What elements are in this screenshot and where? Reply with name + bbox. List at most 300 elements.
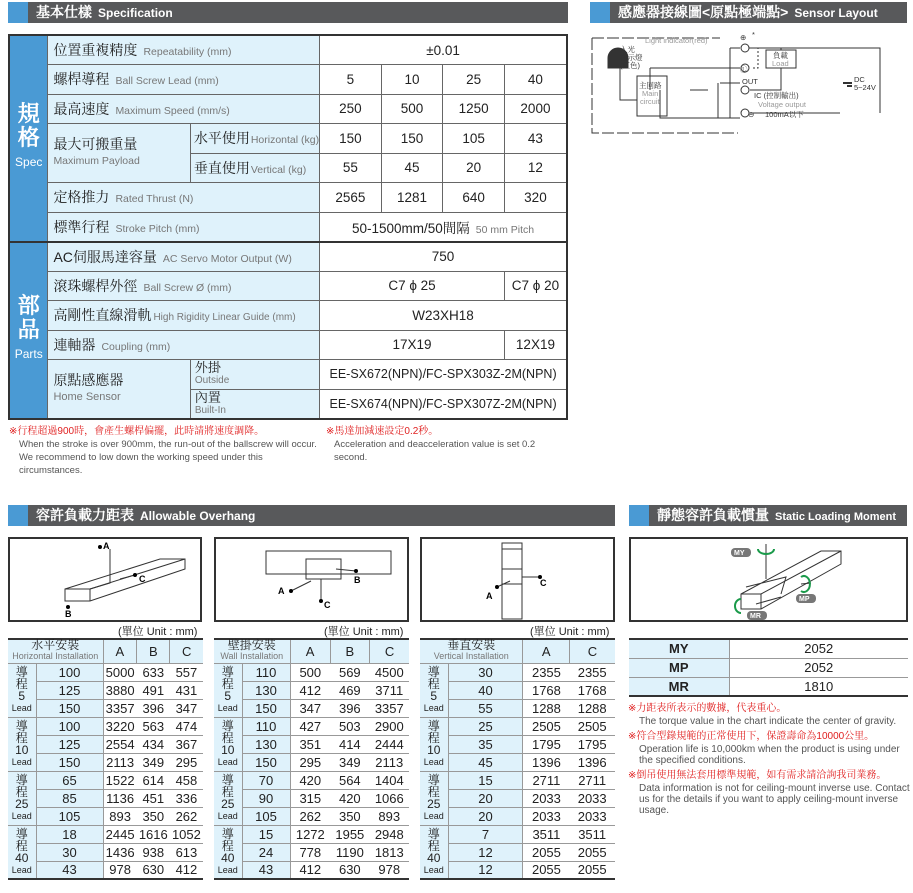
installation-header: 壁掛安裝 Wall Installation	[214, 639, 290, 663]
stroke-value: 50-1500mm/50間隔 50 mm Pitch	[320, 212, 567, 242]
moment-value: 2052	[729, 658, 908, 677]
table-row	[420, 735, 615, 753]
value-cell: 2505	[523, 717, 569, 735]
table-row	[420, 699, 615, 717]
load-cell: 43	[242, 861, 290, 879]
table-row	[214, 699, 409, 717]
svg-text:MR: MR	[750, 613, 761, 620]
value-cell: 349	[137, 753, 170, 771]
svg-text:100mA以下: 100mA以下	[765, 110, 804, 119]
column-header: C	[370, 639, 409, 663]
load-cell: 90	[242, 789, 290, 807]
load-cell: 55	[448, 699, 523, 717]
vertical-install-diagram	[420, 537, 615, 622]
unit-label: (單位 Unit : mm)	[530, 626, 610, 638]
table-row	[8, 699, 203, 717]
moment-row	[629, 639, 908, 658]
value-cell: 614	[137, 771, 170, 789]
column-header: B	[137, 639, 170, 663]
load-cell: 130	[242, 681, 290, 699]
svg-text:Voltage output: Voltage output	[758, 100, 806, 109]
value-cell: 3711	[370, 681, 409, 699]
table-row	[214, 789, 409, 807]
value-cell: 262	[170, 807, 203, 825]
table-row	[8, 663, 203, 681]
lead-value: 25	[443, 65, 505, 95]
column-header: A	[523, 639, 569, 663]
thrust-value: 640	[443, 183, 505, 213]
static-note: ※符合型錄規範的正常使用下，保證壽命為10000公里。 Operation life is 10,000km when the product is using under the specified conditions.	[628, 731, 900, 766]
table-row	[8, 735, 203, 753]
value-cell: 295	[170, 753, 203, 771]
installation-header: 垂直安裝 Vertical Installation	[420, 639, 523, 663]
header-row	[420, 639, 615, 663]
svg-text:Ⓛ: Ⓛ	[740, 65, 748, 74]
spec-note-accel: ※馬達加減速設定0.2秒。 Acceleration and deacceleration value is set 0.2 second.	[326, 426, 536, 463]
table-row	[420, 753, 615, 771]
payload-v-value: 45	[381, 153, 443, 183]
spec-note-stroke: ※行程超過900時，會產生螺桿偏擺，此時請將速度調降。 When the stroke is over 900mm, the run-out of the ballscrew will occur. We recommend to low down the working speed under this circumstances.	[9, 426, 317, 476]
load-cell: 30	[448, 663, 523, 681]
value-cell: 3357	[370, 699, 409, 717]
load-cell: 43	[36, 861, 103, 879]
coupling-value: 12X19	[504, 330, 567, 360]
lead-group-label: 導 程 25 Lead	[214, 771, 242, 825]
load-cell: 12	[448, 861, 523, 879]
table-row	[8, 825, 203, 843]
load-cell: 25	[448, 717, 523, 735]
load-cell: 110	[242, 663, 290, 681]
column-header: C	[569, 639, 615, 663]
repeatability-value: ±0.01	[320, 35, 567, 65]
load-cell: 24	[242, 843, 290, 861]
value-cell: 563	[137, 717, 170, 735]
value-cell: 2445	[103, 825, 137, 843]
load-cell: 105	[36, 807, 103, 825]
guide-value: W23XH18	[320, 301, 567, 331]
svg-text:B: B	[354, 575, 361, 585]
value-cell: 1955	[330, 825, 369, 843]
table-row	[214, 825, 409, 843]
coupling-value: 17X19	[320, 330, 505, 360]
spec-side-label: 規 格 Spec	[9, 35, 48, 242]
unit-label: (單位 Unit : mm)	[118, 626, 198, 638]
value-cell: 350	[137, 807, 170, 825]
speed-value: 2000	[504, 94, 567, 124]
value-cell: 336	[170, 789, 203, 807]
horizontal-overhang-table	[8, 638, 203, 880]
load-cell: 20	[448, 807, 523, 825]
table-row	[420, 861, 615, 879]
value-cell: 2711	[569, 771, 615, 789]
value-cell: 474	[170, 717, 203, 735]
value-cell: 1190	[330, 843, 369, 861]
payload-h-value: 150	[381, 124, 443, 154]
moment-row	[629, 677, 908, 696]
value-cell: 1616	[137, 825, 170, 843]
stroke-label: 標準行程 Stroke Pitch (mm)	[48, 212, 320, 242]
table-row	[8, 753, 203, 771]
svg-text:Load: Load	[772, 59, 789, 68]
value-cell: 2444	[370, 735, 409, 753]
load-cell: 35	[448, 735, 523, 753]
value-cell: 347	[290, 699, 330, 717]
load-cell: 12	[448, 843, 523, 861]
value-cell: 451	[137, 789, 170, 807]
sensor-header: 感應器接線圖<原點極端點> Sensor Layout	[590, 2, 907, 23]
value-cell: 564	[330, 771, 369, 789]
value-cell: 1288	[569, 699, 615, 717]
speed-value: 500	[381, 94, 443, 124]
value-cell: 633	[137, 663, 170, 681]
table-row	[8, 843, 203, 861]
value-cell: 2113	[103, 753, 137, 771]
home-builtin-label: 內置 Built-In	[190, 389, 319, 419]
speed-value: 250	[320, 94, 382, 124]
thrust-value: 320	[504, 183, 567, 213]
value-cell: 630	[137, 861, 170, 879]
value-cell: 420	[330, 789, 369, 807]
value-cell: 778	[290, 843, 330, 861]
value-cell: 412	[290, 861, 330, 879]
load-cell: 130	[242, 735, 290, 753]
unit-label: (單位 Unit : mm)	[324, 626, 404, 638]
table-row	[420, 843, 615, 861]
table-row	[8, 717, 203, 735]
column-header: B	[330, 639, 369, 663]
moment-key: MP	[629, 658, 729, 677]
value-cell: 2033	[569, 789, 615, 807]
value-cell: 2900	[370, 717, 409, 735]
home-builtin-value: EE-SX674(NPN)/FC-SPX307Z-2M(NPN)	[320, 389, 567, 419]
value-cell: 3220	[103, 717, 137, 735]
value-cell: 1768	[569, 681, 615, 699]
svg-text:C: C	[540, 578, 547, 588]
wall-overhang-table	[214, 638, 409, 880]
table-row	[214, 681, 409, 699]
lead-label: 螺桿導程 Ball Screw Lead (mm)	[48, 65, 320, 95]
value-cell: 295	[290, 753, 330, 771]
column-header: A	[103, 639, 137, 663]
svg-text:主回路: 主回路	[639, 81, 662, 90]
svg-text:5~24V: 5~24V	[854, 83, 876, 92]
value-cell: 420	[290, 771, 330, 789]
value-cell: 1136	[103, 789, 137, 807]
svg-text:MY: MY	[734, 550, 745, 557]
load-cell: 85	[36, 789, 103, 807]
moment-value: 2052	[729, 639, 908, 658]
vertical-overhang-table	[420, 638, 615, 880]
load-cell: 65	[36, 771, 103, 789]
lead-group-label: 導 程 40 Lead	[420, 825, 448, 879]
svg-text:⊕: ⊕	[740, 33, 747, 42]
value-cell: 2033	[569, 807, 615, 825]
value-cell: 2554	[103, 735, 137, 753]
value-cell: 1066	[370, 789, 409, 807]
table-row	[214, 717, 409, 735]
svg-text:負載: 負載	[773, 51, 788, 60]
svg-text:C: C	[324, 600, 331, 610]
moment-row	[629, 658, 908, 677]
lead-group-label: 導 程 5 Lead	[214, 663, 242, 717]
motor-label: AC伺服馬達容量 AC Servo Motor Output (W)	[48, 242, 320, 272]
table-row	[420, 807, 615, 825]
spec-table	[8, 34, 568, 420]
svg-text:C: C	[139, 574, 146, 584]
table-row	[214, 663, 409, 681]
static-note: ※倒吊使用無法套用標準規範，如有需求請洽詢我司業務。 Data information is not for ceiling-mount inverse use. Contact us for the details if you want to apply ceiling-mount inverse usage.	[628, 770, 910, 816]
value-cell: 351	[290, 735, 330, 753]
sensor-wiring-diagram	[590, 28, 890, 138]
header-row	[8, 639, 203, 663]
payload-horizontal-label: 水平使用Horizontal (kg)	[190, 124, 319, 154]
value-cell: 2033	[523, 789, 569, 807]
value-cell: 613	[170, 843, 203, 861]
value-cell: 1396	[523, 753, 569, 771]
thrust-value: 1281	[381, 183, 443, 213]
value-cell: 427	[290, 717, 330, 735]
value-cell: 3511	[523, 825, 569, 843]
table-row	[8, 681, 203, 699]
spec-header-en: Specification	[98, 6, 173, 20]
payload-label: 最大可搬重量 Maximum Payload	[48, 124, 190, 183]
value-cell: 412	[290, 681, 330, 699]
value-cell: 396	[137, 699, 170, 717]
payload-h-value: 150	[320, 124, 382, 154]
value-cell: 349	[330, 753, 369, 771]
wall-install-diagram	[214, 537, 409, 622]
table-row	[8, 789, 203, 807]
table-row	[214, 753, 409, 771]
speed-value: 1250	[443, 94, 505, 124]
value-cell: 1288	[523, 699, 569, 717]
load-cell: 20	[448, 789, 523, 807]
coupling-label: 連軸器 Coupling (mm)	[48, 330, 320, 360]
value-cell: 2355	[569, 663, 615, 681]
payload-v-value: 20	[443, 153, 505, 183]
payload-vertical-label: 垂直使用Vertical (kg)	[190, 153, 319, 183]
value-cell: 2055	[569, 843, 615, 861]
svg-text:*: *	[752, 30, 755, 39]
screw-label: 滾珠螺桿外徑 Ball Screw Ø (mm)	[48, 271, 320, 301]
moment-key: MR	[629, 677, 729, 696]
thrust-label: 定格推力 Rated Thrust (N)	[48, 183, 320, 213]
value-cell: 938	[137, 843, 170, 861]
value-cell: 3357	[103, 699, 137, 717]
installation-header: 水平安裝 Horizontal Installation	[8, 639, 103, 663]
lead-group-label: 導 程 10 Lead	[420, 717, 448, 771]
svg-text:入光: 入光	[620, 45, 635, 54]
load-cell: 105	[242, 807, 290, 825]
load-cell: 150	[242, 699, 290, 717]
lead-value: 40	[504, 65, 567, 95]
home-outside-label: 外掛 Outside	[190, 360, 319, 390]
value-cell: 491	[137, 681, 170, 699]
value-cell: 2055	[569, 861, 615, 879]
static-note: ※力距表所表示的數據，代表重心。 The torque value in the chart indicate the center of gravity.	[628, 703, 897, 727]
table-row	[8, 771, 203, 789]
load-cell: 7	[448, 825, 523, 843]
value-cell: 412	[170, 861, 203, 879]
value-cell: 503	[330, 717, 369, 735]
value-cell: 3880	[103, 681, 137, 699]
speed-label: 最高速度 Maximum Speed (mm/s)	[48, 94, 320, 124]
value-cell: 347	[170, 699, 203, 717]
lead-group-label: 導 程 10 Lead	[214, 717, 242, 771]
svg-text:⊖: ⊖	[748, 110, 755, 119]
value-cell: 2505	[569, 717, 615, 735]
value-cell: 978	[370, 861, 409, 879]
value-cell: 1768	[523, 681, 569, 699]
table-row	[8, 861, 203, 879]
lead-value: 5	[320, 65, 382, 95]
value-cell: 893	[103, 807, 137, 825]
value-cell: 458	[170, 771, 203, 789]
value-cell: 431	[170, 681, 203, 699]
load-cell: 125	[36, 681, 103, 699]
table-row	[420, 789, 615, 807]
value-cell: 2113	[370, 753, 409, 771]
value-cell: 1052	[170, 825, 203, 843]
thrust-value: 2565	[320, 183, 382, 213]
moment-value: 1810	[729, 677, 908, 696]
overhang-header: 容許負載力距表 Allowable Overhang	[8, 505, 615, 526]
repeatability-label: 位置重複精度 Repeatability (mm)	[48, 35, 320, 65]
table-row	[8, 807, 203, 825]
value-cell: 2711	[523, 771, 569, 789]
value-cell: 1404	[370, 771, 409, 789]
static-header: 靜態容許負載慣量 Static Loading Moment	[629, 505, 907, 526]
value-cell: 500	[290, 663, 330, 681]
table-row	[420, 681, 615, 699]
column-header: A	[290, 639, 330, 663]
column-header: C	[170, 639, 203, 663]
load-cell: 125	[36, 735, 103, 753]
load-cell: 18	[36, 825, 103, 843]
home-sensor-label: 原點感應器 Home Sensor	[48, 360, 190, 419]
motor-value: 750	[320, 242, 567, 272]
value-cell: 1436	[103, 843, 137, 861]
lead-group-label: 導 程 40 Lead	[214, 825, 242, 879]
static-moment-table	[629, 638, 908, 697]
load-cell: 15	[242, 825, 290, 843]
value-cell: 2055	[523, 843, 569, 861]
value-cell: 350	[330, 807, 369, 825]
value-cell: 893	[370, 807, 409, 825]
value-cell: 396	[330, 699, 369, 717]
load-cell: 110	[242, 717, 290, 735]
svg-text:A: A	[486, 591, 493, 601]
load-cell: 100	[36, 717, 103, 735]
svg-text:IC (控制輸出): IC (控制輸出)	[754, 91, 799, 100]
table-row	[214, 843, 409, 861]
payload-v-value: 55	[320, 153, 382, 183]
svg-text:B: B	[65, 609, 72, 619]
home-outside-value: EE-SX672(NPN)/FC-SPX303Z-2M(NPN)	[320, 360, 567, 390]
lead-group-label: 導 程 25 Lead	[8, 771, 36, 825]
lead-group-label: 導 程 5 Lead	[8, 663, 36, 717]
value-cell: 569	[330, 663, 369, 681]
value-cell: 414	[330, 735, 369, 753]
svg-text:Light indicator(red): Light indicator(red)	[645, 36, 708, 45]
spec-header	[8, 2, 568, 23]
value-cell: 630	[330, 861, 369, 879]
table-row	[420, 771, 615, 789]
value-cell: 1795	[523, 735, 569, 753]
table-row	[420, 825, 615, 843]
lead-value: 10	[381, 65, 443, 95]
spec-header-zh: 基本仕樣	[36, 4, 92, 20]
svg-text:A: A	[278, 586, 285, 596]
load-cell: 150	[36, 699, 103, 717]
svg-text:DC: DC	[854, 75, 865, 84]
load-cell: 30	[36, 843, 103, 861]
static-notes	[629, 703, 911, 820]
value-cell: 978	[103, 861, 137, 879]
lead-group-label: 導 程 25 Lead	[420, 771, 448, 825]
value-cell: 557	[170, 663, 203, 681]
load-cell: 150	[242, 753, 290, 771]
value-cell: 1272	[290, 825, 330, 843]
value-cell: 2355	[523, 663, 569, 681]
value-cell: 434	[137, 735, 170, 753]
horizontal-install-diagram	[8, 537, 202, 622]
value-cell: 1813	[370, 843, 409, 861]
lead-group-label: 導 程 10 Lead	[8, 717, 36, 771]
table-row	[420, 717, 615, 735]
value-cell: 2948	[370, 825, 409, 843]
svg-text:OUT: OUT	[742, 77, 758, 86]
table-row	[214, 807, 409, 825]
value-cell: 1396	[569, 753, 615, 771]
value-cell: 4500	[370, 663, 409, 681]
svg-text:circuit: circuit	[640, 97, 660, 106]
screw-value: C7 ϕ 20	[504, 271, 567, 301]
payload-h-value: 105	[443, 124, 505, 154]
value-cell: 3511	[569, 825, 615, 843]
table-row	[214, 861, 409, 879]
svg-text:Main: Main	[642, 89, 659, 98]
value-cell: 1522	[103, 771, 137, 789]
svg-text:(紅色): (紅色)	[620, 61, 640, 70]
screw-value: C7 ϕ 25	[320, 271, 505, 301]
load-cell: 15	[448, 771, 523, 789]
value-cell: 367	[170, 735, 203, 753]
svg-text:指示燈: 指示燈	[620, 53, 643, 62]
parts-side-label: 部 品 Parts	[9, 242, 48, 419]
value-cell: 1795	[569, 735, 615, 753]
svg-text:MP: MP	[799, 596, 810, 603]
table-row	[214, 735, 409, 753]
load-cell: 40	[448, 681, 523, 699]
value-cell: 469	[330, 681, 369, 699]
value-cell: 5000	[103, 663, 137, 681]
value-cell: 2055	[523, 861, 569, 879]
load-cell: 150	[36, 753, 103, 771]
table-row	[214, 771, 409, 789]
payload-h-value: 43	[504, 124, 567, 154]
payload-v-value: 12	[504, 153, 567, 183]
lead-group-label: 導 程 40 Lead	[8, 825, 36, 879]
static-moment-diagram	[629, 537, 908, 622]
load-cell: 45	[448, 753, 523, 771]
value-cell: 262	[290, 807, 330, 825]
table-row	[420, 663, 615, 681]
value-cell: 315	[290, 789, 330, 807]
header-row	[214, 639, 409, 663]
guide-label: 高剛性直線滑軌 High Rigidity Linear Guide (mm)	[48, 301, 320, 331]
load-cell: 70	[242, 771, 290, 789]
